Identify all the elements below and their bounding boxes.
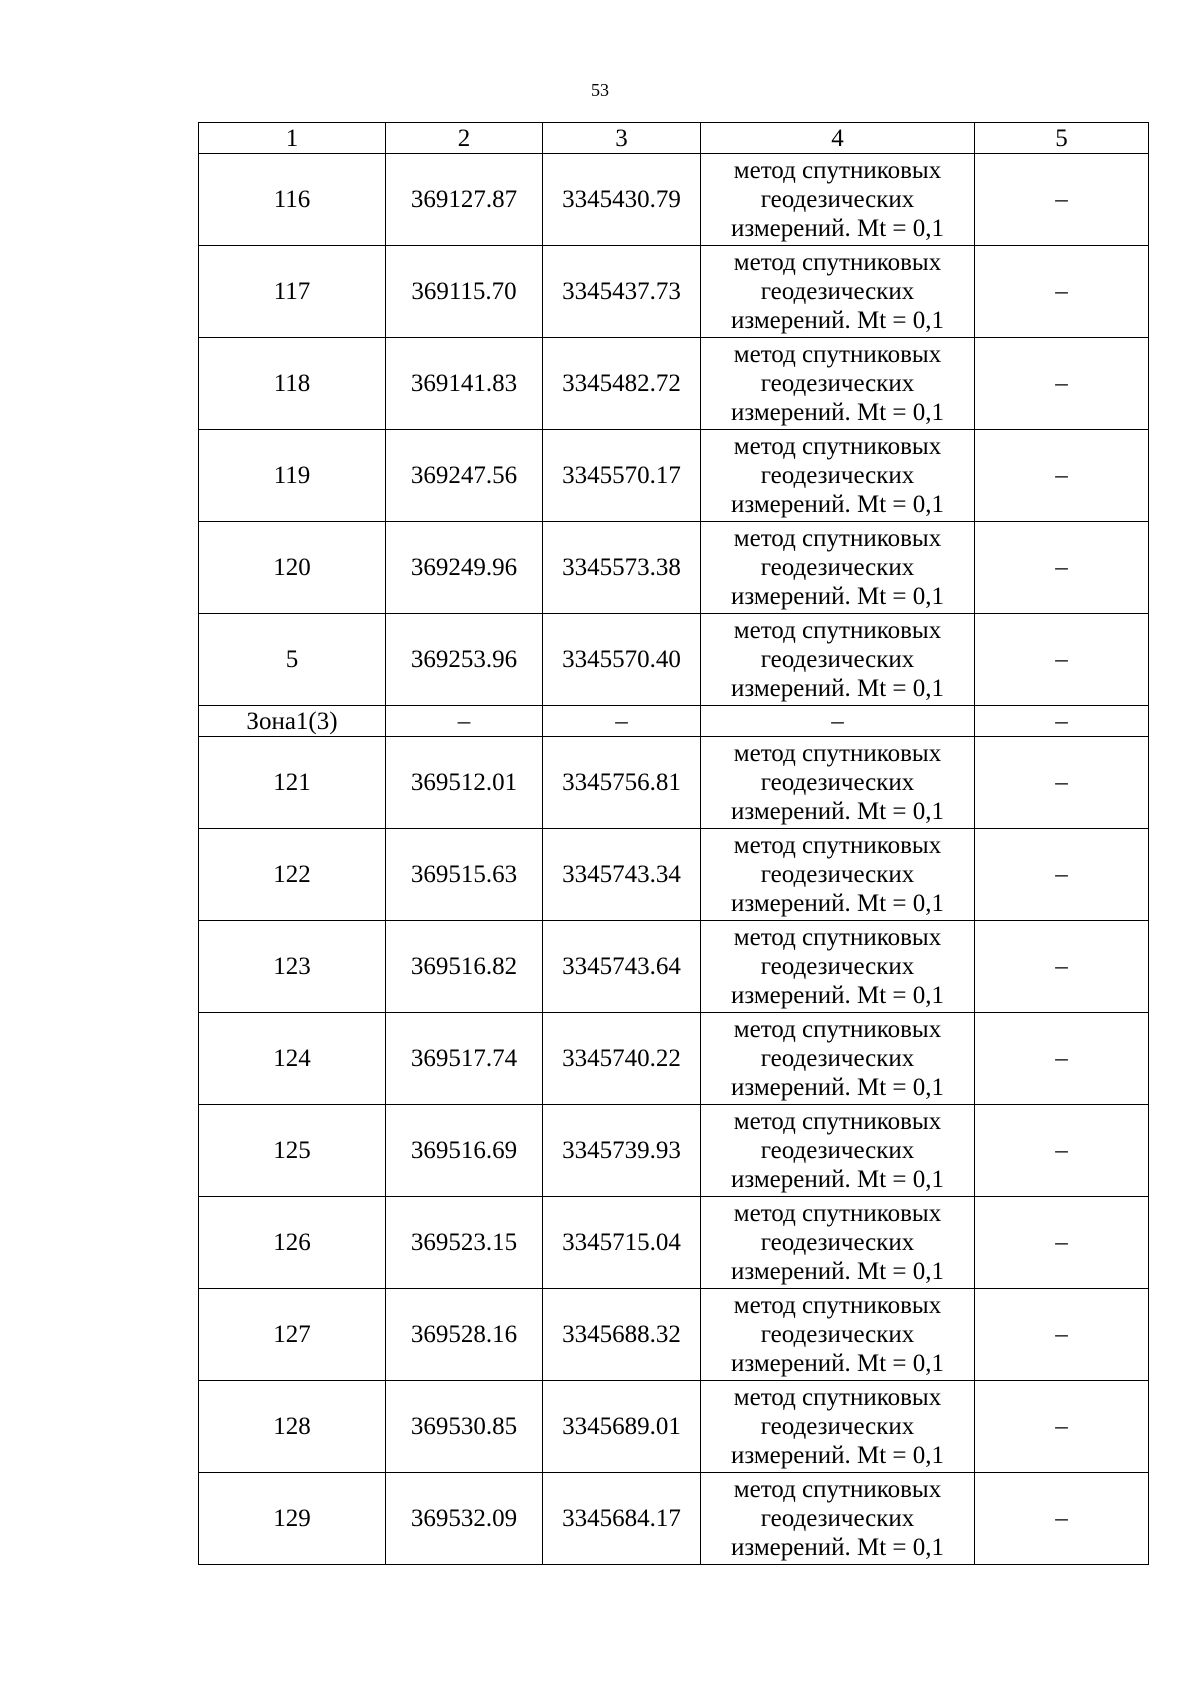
table-row bbox=[199, 522, 1149, 614]
method-line: геодезических bbox=[760, 861, 915, 888]
page-number: 53 bbox=[591, 80, 609, 100]
table-header-row bbox=[199, 123, 1149, 154]
column-header: 3 bbox=[543, 123, 701, 154]
y-coordinate: 3345430.79 bbox=[543, 154, 701, 246]
method-line: геодезических bbox=[760, 1321, 915, 1348]
x-coordinate: 369517.74 bbox=[386, 1013, 543, 1105]
y-coordinate: 3345437.73 bbox=[543, 246, 701, 338]
y-coordinate: 3345570.40 bbox=[543, 614, 701, 706]
method-line: метод спутниковых bbox=[733, 832, 942, 859]
coordinates-table bbox=[198, 122, 1149, 1565]
x-coordinate: 369127.87 bbox=[386, 154, 543, 246]
point-number: 120 bbox=[199, 522, 386, 614]
point-number: 123 bbox=[199, 921, 386, 1013]
method-line: измерений. Mt = 0,1 bbox=[730, 1350, 945, 1377]
point-number: 118 bbox=[199, 338, 386, 430]
method-cell bbox=[701, 1105, 975, 1197]
method-line: измерений. Mt = 0,1 bbox=[730, 1442, 945, 1469]
dash-cell: – bbox=[975, 154, 1149, 246]
method-cell bbox=[701, 921, 975, 1013]
table-body bbox=[199, 154, 1149, 1565]
method-line: метод спутниковых bbox=[733, 1016, 942, 1043]
y-coordinate: 3345715.04 bbox=[543, 1197, 701, 1289]
point-number: 117 bbox=[199, 246, 386, 338]
method-line: геодезических bbox=[760, 1413, 915, 1440]
x-coordinate: 369141.83 bbox=[386, 338, 543, 430]
method-cell bbox=[701, 430, 975, 522]
zone-label: Зона1(3) bbox=[199, 706, 386, 737]
x-coordinate: 369516.69 bbox=[386, 1105, 543, 1197]
y-coordinate: 3345482.72 bbox=[543, 338, 701, 430]
method-line: метод спутниковых bbox=[733, 617, 942, 644]
dash-cell: – bbox=[975, 706, 1149, 737]
point-number: 122 bbox=[199, 829, 386, 921]
x-coordinate: 369247.56 bbox=[386, 430, 543, 522]
method-line: геодезических bbox=[760, 1229, 915, 1256]
dash-cell: – bbox=[975, 1105, 1149, 1197]
method-line: метод спутниковых bbox=[733, 249, 942, 276]
method-line: метод спутниковых bbox=[733, 1476, 942, 1503]
method-line: геодезических bbox=[760, 186, 915, 213]
dash-cell: – bbox=[975, 829, 1149, 921]
method-line: измерений. Mt = 0,1 bbox=[730, 583, 945, 610]
method-line: измерений. Mt = 0,1 bbox=[730, 1166, 945, 1193]
method-line: геодезических bbox=[760, 278, 915, 305]
method-line: измерений. Mt = 0,1 bbox=[730, 1534, 945, 1561]
method-line: метод спутниковых bbox=[733, 924, 942, 951]
y-coordinate: 3345756.81 bbox=[543, 737, 701, 829]
dash-cell: – bbox=[975, 1197, 1149, 1289]
point-number: 127 bbox=[199, 1289, 386, 1381]
method-line: измерений. Mt = 0,1 bbox=[730, 982, 945, 1009]
method-cell bbox=[701, 1381, 975, 1473]
y-coordinate: 3345740.22 bbox=[543, 1013, 701, 1105]
zone-row bbox=[199, 706, 1149, 737]
dash-cell: – bbox=[975, 1473, 1149, 1565]
table-row bbox=[199, 1197, 1149, 1289]
table-row bbox=[199, 1013, 1149, 1105]
method-cell bbox=[701, 829, 975, 921]
dash-cell: – bbox=[975, 338, 1149, 430]
method-line: измерений. Mt = 0,1 bbox=[730, 890, 945, 917]
method-line: метод спутниковых bbox=[733, 1200, 942, 1227]
point-number: 116 bbox=[199, 154, 386, 246]
method-line: геодезических bbox=[760, 554, 915, 581]
dash-cell: – bbox=[975, 614, 1149, 706]
column-header: 4 bbox=[701, 123, 975, 154]
column-header: 2 bbox=[386, 123, 543, 154]
method-line: геодезических bbox=[760, 646, 915, 673]
point-number: 119 bbox=[199, 430, 386, 522]
dash-cell: – bbox=[975, 246, 1149, 338]
method-line: геодезических bbox=[760, 1045, 915, 1072]
column-header: 1 bbox=[199, 123, 386, 154]
method-cell bbox=[701, 1197, 975, 1289]
table-row bbox=[199, 430, 1149, 522]
table-row bbox=[199, 921, 1149, 1013]
method-line: геодезических bbox=[760, 953, 915, 980]
dash-cell: – bbox=[386, 706, 543, 737]
x-coordinate: 369523.15 bbox=[386, 1197, 543, 1289]
table-row bbox=[199, 829, 1149, 921]
dash-cell: – bbox=[975, 522, 1149, 614]
point-number: 124 bbox=[199, 1013, 386, 1105]
table-row bbox=[199, 1289, 1149, 1381]
x-coordinate: 369253.96 bbox=[386, 614, 543, 706]
point-number: 129 bbox=[199, 1473, 386, 1565]
method-line: метод спутниковых bbox=[733, 341, 942, 368]
x-coordinate: 369516.82 bbox=[386, 921, 543, 1013]
method-line: измерений. Mt = 0,1 bbox=[730, 399, 945, 426]
method-line: геодезических bbox=[760, 1137, 915, 1164]
table-row bbox=[199, 154, 1149, 246]
dash-cell: – bbox=[975, 921, 1149, 1013]
table-row bbox=[199, 1473, 1149, 1565]
table-row bbox=[199, 614, 1149, 706]
table-row bbox=[199, 338, 1149, 430]
y-coordinate: 3345743.34 bbox=[543, 829, 701, 921]
method-cell bbox=[701, 1473, 975, 1565]
x-coordinate: 369512.01 bbox=[386, 737, 543, 829]
method-line: метод спутниковых bbox=[733, 740, 942, 767]
method-line: геодезических bbox=[760, 370, 915, 397]
dash-cell: – bbox=[975, 1013, 1149, 1105]
method-line: метод спутниковых bbox=[733, 1384, 942, 1411]
method-cell bbox=[701, 1013, 975, 1105]
method-line: метод спутниковых bbox=[733, 157, 942, 184]
method-line: метод спутниковых bbox=[733, 1292, 942, 1319]
method-cell bbox=[701, 522, 975, 614]
dash-cell: – bbox=[975, 737, 1149, 829]
method-line: измерений. Mt = 0,1 bbox=[730, 215, 945, 242]
point-number: 5 bbox=[199, 614, 386, 706]
method-line: геодезических bbox=[760, 769, 915, 796]
y-coordinate: 3345743.64 bbox=[543, 921, 701, 1013]
method-cell bbox=[701, 1289, 975, 1381]
method-cell bbox=[701, 338, 975, 430]
column-header: 5 bbox=[975, 123, 1149, 154]
point-number: 125 bbox=[199, 1105, 386, 1197]
method-cell bbox=[701, 154, 975, 246]
y-coordinate: 3345688.32 bbox=[543, 1289, 701, 1381]
method-cell bbox=[701, 614, 975, 706]
table-row bbox=[199, 1381, 1149, 1473]
x-coordinate: 369530.85 bbox=[386, 1381, 543, 1473]
method-line: метод спутниковых bbox=[733, 433, 942, 460]
method-line: метод спутниковых bbox=[733, 525, 942, 552]
table-row bbox=[199, 246, 1149, 338]
y-coordinate: 3345570.17 bbox=[543, 430, 701, 522]
dash-cell: – bbox=[975, 1289, 1149, 1381]
x-coordinate: 369528.16 bbox=[386, 1289, 543, 1381]
table-row bbox=[199, 1105, 1149, 1197]
method-line: измерений. Mt = 0,1 bbox=[730, 1258, 945, 1285]
x-coordinate: 369532.09 bbox=[386, 1473, 543, 1565]
method-line: измерений. Mt = 0,1 bbox=[730, 1074, 945, 1101]
dash-cell: – bbox=[975, 430, 1149, 522]
method-line: измерений. Mt = 0,1 bbox=[730, 307, 945, 334]
y-coordinate: 3345573.38 bbox=[543, 522, 701, 614]
table-row bbox=[199, 737, 1149, 829]
y-coordinate: 3345689.01 bbox=[543, 1381, 701, 1473]
method-line: метод спутниковых bbox=[733, 1108, 942, 1135]
method-line: геодезических bbox=[760, 462, 915, 489]
point-number: 128 bbox=[199, 1381, 386, 1473]
method-line: геодезических bbox=[760, 1505, 915, 1532]
point-number: 126 bbox=[199, 1197, 386, 1289]
method-cell bbox=[701, 737, 975, 829]
x-coordinate: 369249.96 bbox=[386, 522, 543, 614]
dash-cell: – bbox=[975, 1381, 1149, 1473]
point-number: 121 bbox=[199, 737, 386, 829]
y-coordinate: 3345739.93 bbox=[543, 1105, 701, 1197]
method-line: измерений. Mt = 0,1 bbox=[730, 798, 945, 825]
x-coordinate: 369115.70 bbox=[386, 246, 543, 338]
method-cell bbox=[701, 246, 975, 338]
x-coordinate: 369515.63 bbox=[386, 829, 543, 921]
y-coordinate: 3345684.17 bbox=[543, 1473, 701, 1565]
method-line: измерений. Mt = 0,1 bbox=[730, 491, 945, 518]
method-line: измерений. Mt = 0,1 bbox=[730, 675, 945, 702]
dash-cell: – bbox=[543, 706, 701, 737]
dash-cell: – bbox=[701, 706, 975, 737]
